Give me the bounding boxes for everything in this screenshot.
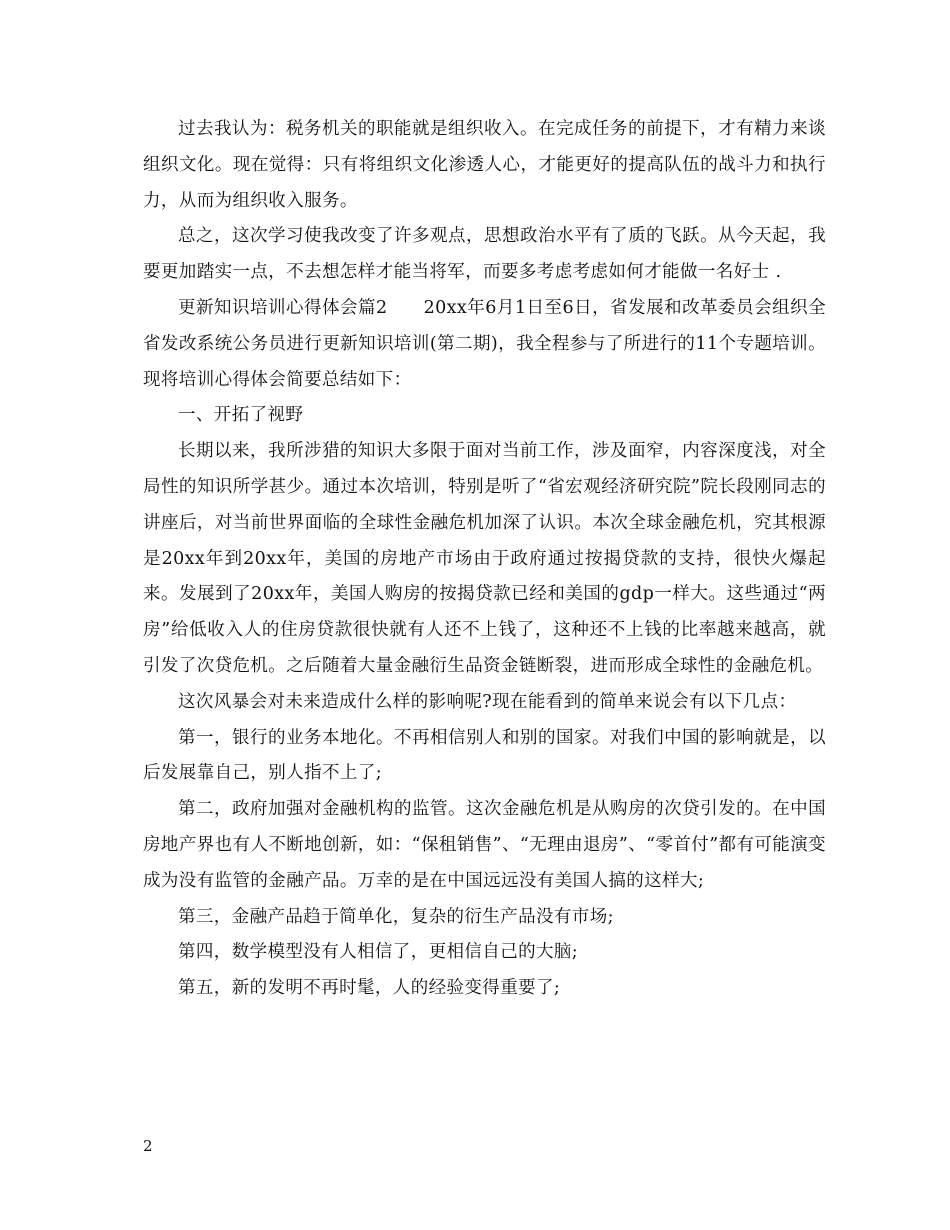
section-heading-vision: 一、开拓了视野 [178, 405, 304, 426]
list-item-fourth: 第四，数学模型没有人相信了，更相信自己的大脑; [178, 942, 579, 963]
paragraph-training-intro: 更新知识培训心得体会篇2 20xx年6月1日至6日，省发展和改革委员会组织全省发改系统公务员进行更新知识培训(第二期)，我全程参与了所进行的11个专题培训。现将培训心得体会简要总结如下： [143, 297, 826, 390]
paragraph-financial-crisis: 长期以来，我所涉猎的知识大多限于面对当前工作，涉及面窄，内容深度浅，对全局性的知识所学甚少。通过本次培训，特别是听了“省宏观经济研究院”院长段刚同志的讲座后，对当前世界面临的全球性金融危机加深了认识。本次全球金融危机，究其根源是20xx年到20xx年，美国的房地产市场由于政府通过按揭贷款的支持，很快火爆起来。发展到了20xx年，美国人购房的按揭贷款已经和美国的gdp一样大。这些通过“两房”给低收入人的住房贷款很快就有人还不上钱了，这种还不上钱的比率越来越高，就引发了次贷危机。之后随着大量金融衍生品资金链断裂，进而形成全球性的金融危机。 [143, 441, 826, 676]
list-item-first: 第一，银行的业务本地化。不再相信别人和别的国家。对我们中国的影响就是，以后发展靠自己，别人指不上了; [143, 727, 826, 784]
list-item-third: 第三，金融产品趋于简单化，复杂的衍生产品没有市场; [178, 906, 614, 927]
list-item-second: 第二，政府加强对金融机构的监管。这次金融危机是从购房的次贷引发的。在中国房地产界也有人不断地创新，如：“保租销售”、“无理由退房”、“零首付”都有可能演变成为没有监管的金融产品。万幸的是在中国远远没有美国人搞的这样大; [143, 799, 826, 891]
paragraph-impact-question: 这次风暴会对未来造成什么样的影响呢?现在能看到的简单来说会有以下几点： [178, 691, 797, 712]
paragraph-summary: 总之，这次学习使我改变了许多观点，思想政治水平有了质的飞跃。从今天起，我要更加踏实一点，不去想怎样才能当将军，而要多考虑考虑如何才能做一名好士 . [143, 226, 826, 283]
list-item-fifth: 第五，新的发明不再时髦，人的经验变得重要了; [178, 978, 561, 999]
paragraph-tax-culture: 过去我认为：税务机关的职能就是组织收入。在完成任务的前提下，才有精力来谈组织文化。现在觉得：只有将组织文化渗透人心，才能更好的提高队伍的战斗力和执行力，从而为组织收入服务。 [143, 119, 826, 211]
page-number: 2 [143, 1137, 153, 1155]
document-body [143, 112, 826, 1007]
